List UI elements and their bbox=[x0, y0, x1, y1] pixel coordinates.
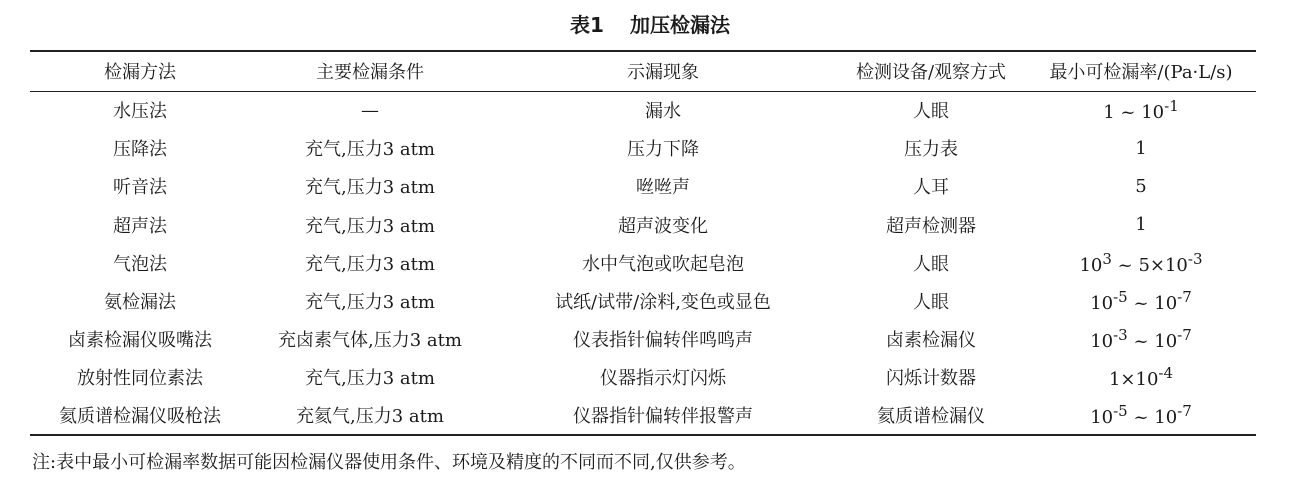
table-caption bbox=[0, 10, 1300, 40]
table-row bbox=[30, 167, 1256, 205]
cell-phenomenon: 漏水 bbox=[645, 101, 681, 123]
cell-method: 氨检漏法 bbox=[104, 292, 176, 314]
cell-condition: — bbox=[361, 99, 379, 121]
cell-rate: $10^3$ ~ $5\times 10^{-3}$ bbox=[1079, 249, 1203, 276]
cell-condition: 充气,压力3 atm bbox=[305, 177, 435, 199]
header-condition: 主要检漏条件 bbox=[250, 51, 490, 91]
cell-device: 超声检测器 bbox=[886, 215, 976, 237]
cell-condition: 充气,压力3 atm bbox=[305, 292, 435, 314]
cell-method: 水压法 bbox=[113, 101, 167, 123]
cell-condition: 充氦气,压力3 atm bbox=[250, 397, 490, 435]
header-phenomenon: 示漏现象 bbox=[490, 51, 836, 91]
table-row bbox=[30, 129, 1256, 167]
cell-phenomenon: 试纸/试带/涂料,变色或显色 bbox=[555, 292, 771, 314]
cell-method: 超声法 bbox=[113, 215, 167, 237]
cell-rate: $10^{-3}$ ~ $10^{-7}$ bbox=[1090, 326, 1192, 353]
cell-device: 卤素检漏仪 bbox=[886, 330, 976, 352]
cell-phenomenon: 水中气泡或吹起皂泡 bbox=[582, 253, 744, 275]
cell-condition: 充气,压力3 atm bbox=[305, 253, 435, 275]
table-row bbox=[30, 358, 1256, 396]
table-footnote: 注:表中最小可检漏率数据可能因检漏仪器使用条件、环境及精度的不同而不同,仅供参考。 bbox=[32, 452, 746, 473]
cell-device: 氦质谱检漏仪 bbox=[836, 397, 1026, 435]
header-min-leak-rate: 最小可检漏率/(Pa·L/s) bbox=[1026, 51, 1256, 91]
cell-device: 闪烁计数器 bbox=[886, 368, 976, 390]
header-device: 检测设备/观察方式 bbox=[836, 51, 1026, 91]
cell-method: 氦质谱检漏仪吸枪法 bbox=[30, 397, 250, 435]
table-row bbox=[30, 397, 1256, 435]
cell-rate: 1 bbox=[1135, 214, 1147, 236]
leak-detection-table bbox=[30, 50, 1256, 436]
header-row bbox=[30, 51, 1256, 91]
cell-condition: 充气,压力3 atm bbox=[305, 215, 435, 237]
table-title: 加压检漏法 bbox=[629, 13, 730, 37]
cell-rate: 5 bbox=[1135, 175, 1147, 197]
cell-device: 人眼 bbox=[913, 101, 949, 123]
table-row bbox=[30, 244, 1256, 282]
cell-phenomenon: 超声波变化 bbox=[618, 215, 708, 237]
cell-phenomenon: 仪器指针偏转伴报警声 bbox=[490, 397, 836, 435]
cell-method: 卤素检漏仪吸嘴法 bbox=[68, 330, 212, 352]
cell-condition: 充气,压力3 atm bbox=[305, 368, 435, 390]
cell-device: 人眼 bbox=[913, 292, 949, 314]
table-row bbox=[30, 282, 1256, 320]
table-row bbox=[30, 320, 1256, 358]
table-number: 表1 bbox=[570, 13, 604, 37]
cell-phenomenon: 仪器指示灯闪烁 bbox=[600, 368, 726, 390]
cell-phenomenon: 压力下降 bbox=[627, 139, 699, 161]
cell-device: 人眼 bbox=[913, 253, 949, 275]
cell-condition: 充气,压力3 atm bbox=[305, 139, 435, 161]
table-row bbox=[30, 91, 1256, 129]
cell-rate: 1 bbox=[1135, 137, 1147, 159]
cell-rate: $10^{-5}$ ~ $10^{-7}$ bbox=[1090, 288, 1192, 315]
cell-method: 放射性同位素法 bbox=[77, 368, 203, 390]
cell-rate: $10^{-5}$ ~ $10^{-7}$ bbox=[1026, 397, 1256, 435]
cell-condition: 充卤素气体,压力3 atm bbox=[278, 330, 462, 352]
cell-rate: 1 ~ $10^{-1}$ bbox=[1103, 97, 1179, 124]
cell-rate: $1\times 10^{-4}$ bbox=[1108, 364, 1174, 391]
table-row bbox=[30, 206, 1256, 244]
cell-phenomenon: 仪表指针偏转伴鸣鸣声 bbox=[573, 330, 753, 352]
cell-device: 人耳 bbox=[913, 177, 949, 199]
cell-method: 气泡法 bbox=[113, 253, 167, 275]
cell-phenomenon: 咝咝声 bbox=[636, 177, 690, 199]
cell-method: 压降法 bbox=[113, 139, 167, 161]
cell-method: 听音法 bbox=[113, 177, 167, 199]
cell-device: 压力表 bbox=[904, 139, 958, 161]
header-method: 检漏方法 bbox=[30, 51, 250, 91]
